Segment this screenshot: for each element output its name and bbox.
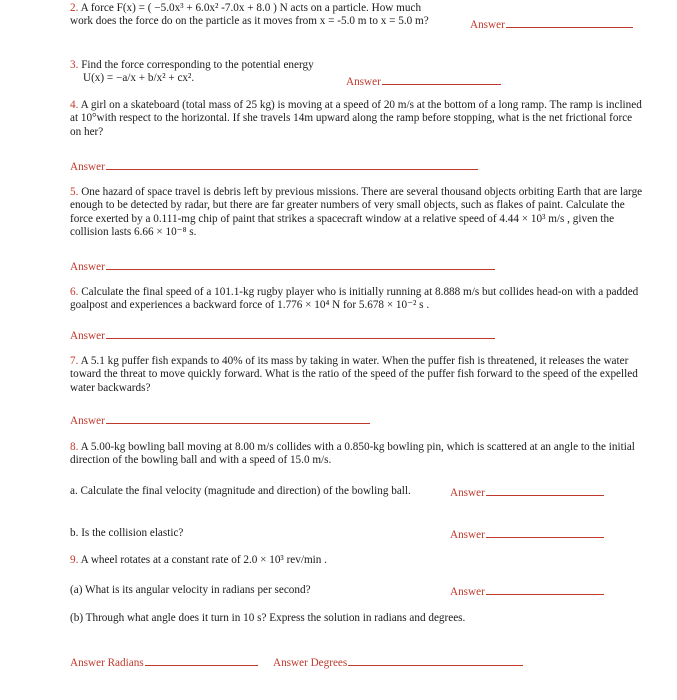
question-9 bbox=[70, 554, 650, 567]
answer-label: Answer Degrees bbox=[273, 657, 348, 669]
question-4 bbox=[70, 99, 645, 139]
answer-field-2[interactable] bbox=[470, 17, 633, 32]
question-8 bbox=[70, 441, 648, 468]
answer-label: Answer bbox=[346, 76, 381, 88]
question-8-part-a: a. Calculate the final velocity (magnitude and direction) of the bowling ball. bbox=[70, 485, 411, 497]
question-number: 7. bbox=[70, 355, 79, 367]
answer-field-5[interactable] bbox=[70, 259, 495, 274]
question-7 bbox=[70, 355, 648, 395]
answer-label: Answer bbox=[450, 487, 485, 499]
answer-field-8b[interactable] bbox=[450, 527, 604, 542]
question-text: Calculate the final speed of a 101.1-kg rugby player who is initially running at 8.888 m/s but collides head-on with a padded goalpost and experiences a backward force of 1.776 × 10⁴ N for 5.678 × 10⁻² s . bbox=[70, 286, 639, 312]
answer-label: Answer bbox=[70, 261, 105, 273]
answer-field-6[interactable] bbox=[70, 328, 495, 343]
question-text: Find the force corresponding to the potential energy bbox=[81, 59, 314, 71]
answer-label: Answer bbox=[70, 330, 105, 342]
question-number: 3. bbox=[70, 59, 79, 71]
question-text: A wheel rotates at a constant rate of 2.0 × 10³ rev/min . bbox=[80, 554, 327, 566]
answer-label: Answer bbox=[450, 586, 485, 598]
question-9-part-b: (b) Through what angle does it turn in 10 s? Express the solution in radians and degrees. bbox=[70, 612, 466, 624]
question-number: 8. bbox=[70, 441, 79, 453]
question-number: 9. bbox=[70, 554, 79, 566]
answer-label: Answer bbox=[70, 161, 105, 173]
answer-label: Answer bbox=[70, 415, 105, 427]
question-number: 6. bbox=[70, 286, 79, 298]
question-8-part-b: b. Is the collision elastic? bbox=[70, 527, 184, 539]
question-text: A 5.1 kg puffer fish expands to 40% of its mass by taking in water. When the puffer fish is threatened, it releases the water toward the threat to move quickly forward. What is the ratio of the speed of the puffer fish forward to the speed of the expelled water backwards? bbox=[70, 355, 638, 394]
answer-label: Answer bbox=[470, 19, 505, 31]
question-text: One hazard of space travel is debris left by previous missions. There are several thousand objects orbiting Earth that are large enough to be detected by radar, but there are far greater numbers of very small objects, such as flakes of paint. Calculate the force exerted by a 0.111-mg chip of paint that strikes a spacecraft window at a relative speed of 4.44 × 10³ m/s , given the collision lasts 6.66 × 10⁻⁸ s. bbox=[70, 186, 643, 239]
answer-field-7[interactable] bbox=[70, 413, 370, 428]
question-number: 2. bbox=[70, 2, 79, 14]
question-9-part-a: (a) What is its angular velocity in radians per second? bbox=[70, 584, 311, 596]
answer-field-degrees[interactable] bbox=[273, 655, 523, 670]
question-text: work does the force do on the particle as it moves from x = -5.0 m to x = 5.0 m? bbox=[70, 15, 429, 28]
question-number: 4. bbox=[70, 99, 79, 111]
question-text: A 5.00-kg bowling ball moving at 8.00 m/s collides with a 0.850-kg bowling pin, which is scattered at an angle to the initial direction of the bowling ball and with a speed of 15.0 m/s. bbox=[70, 441, 635, 467]
answer-field-9a[interactable] bbox=[450, 584, 604, 599]
answer-field-radians[interactable] bbox=[70, 655, 258, 670]
question-6 bbox=[70, 286, 648, 313]
answer-field-8a[interactable] bbox=[450, 485, 604, 500]
question-text: A girl on a skateboard (total mass of 25 kg) is moving at a speed of 20 m/s at the bottom of a long ramp. The ramp is inclined at 10°with respect to the horizontal. If she travels 14m upward along the ramp before stopping, what is the net frictional force on her? bbox=[70, 99, 642, 138]
answer-field-3[interactable] bbox=[346, 74, 501, 89]
question-number: 5. bbox=[70, 186, 79, 198]
answer-field-4[interactable] bbox=[70, 159, 478, 174]
question-5 bbox=[70, 186, 648, 240]
question-text: U(x) = −a/x + b/x² + cx². bbox=[83, 72, 195, 85]
question-text: A force F(x) = ( −5.0x³ + 6.0x² -7.0x + 8.0 ) N acts on a particle. How much bbox=[80, 2, 422, 14]
answer-label: Answer bbox=[450, 529, 485, 541]
answer-label: Answer Radians bbox=[70, 657, 144, 669]
